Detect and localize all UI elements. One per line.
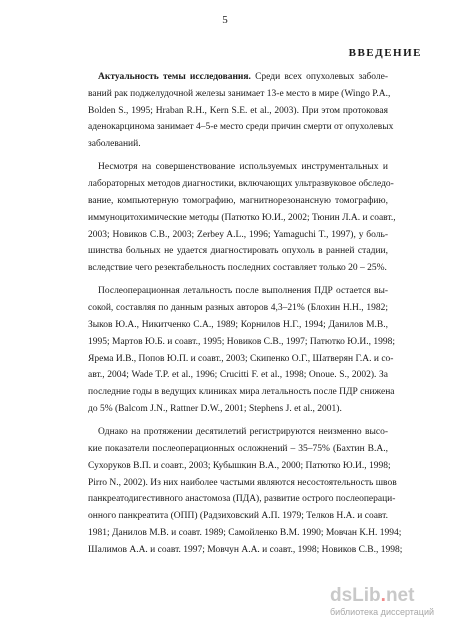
line-text: Pirro N., 2002). Из них наиболее частыми являются несостоятельность швов [88, 477, 397, 488]
line-text: до 5% (Balcom J.N., Rattner D.W., 2001; Stephens J. et al., 2001). [88, 403, 342, 414]
text-line [88, 542, 403, 559]
text-line [88, 491, 396, 508]
line-text: кие показатели послеоперационных осложнений – 35–75% (Бахтин В.А., [88, 443, 388, 454]
line-text: Сухоруков В.П. и соавт., 2003; Кубышкин В.А., 2000; Патютко Ю.И., 1998; [88, 460, 391, 471]
line-text: ваний рак поджелудочной железы занимает 13-е место в мире (Wingo P.A., [88, 88, 391, 99]
line-text: Несмотря на совершенствование используемых инструментальных и [98, 162, 388, 173]
text-line [88, 475, 397, 492]
line-text: вание, компьютерную томографию, магнитнорезонансную томографию, [88, 195, 388, 206]
text-line [88, 103, 388, 120]
paragraph [88, 69, 394, 153]
line-text: онного панкреатита (ОПП) (Радзиховский А.П. 1979; Телков Н.А. и соавт. [88, 511, 388, 522]
lead-phrase: Актуальность темы исследования. [98, 72, 251, 82]
watermark-subtitle: библиотека диссертаций [330, 607, 435, 617]
line-text: панкреатодигестивного анастомоза (ПДА), развитие острого послеопераци- [88, 494, 396, 505]
paragraph [88, 283, 395, 417]
line-text: Однако на протяжении десятилетий регистрируются неизменно высо- [98, 427, 388, 438]
text-line [88, 243, 388, 260]
text-line [88, 283, 388, 300]
line-text: шинства больных не удается диагностировать опухоль в ранней стадии, [88, 246, 388, 257]
text-line [88, 193, 388, 210]
line-text: сокой, составляя по данным разных авторов 4,3–21% (Блохин Н.Н., 1982; [88, 303, 388, 314]
line-text: последние годы в ведущих клиниках мира летальность после ПДР снижена [88, 387, 395, 398]
line-text: 2003; Новиков С.В., 2003; Zerbey A.L., 1996; Yamaguchi T., 1997), у боль- [88, 229, 388, 240]
text-line [88, 260, 388, 277]
line-text: лабораторных методов диагностики, включающих ультразвуковое обследо- [88, 179, 394, 190]
line-text: Среди всех опухолевых заболе- [250, 72, 389, 82]
paragraph [88, 159, 396, 277]
logo-tld-text: net [385, 585, 415, 606]
text-line [88, 334, 395, 351]
line-text: Зыков Ю.А., Никитченко С.А., 1989; Корнилов Н.Г., 1994; Данилов М.В., [88, 319, 388, 330]
text-line [88, 159, 388, 176]
paragraph [88, 424, 403, 558]
text-line [88, 401, 388, 418]
line-text: 1981; Данилов М.В. и соавт. 1989; Самойленко В.М. 1990; Мовчан К.Н. 1994; [88, 527, 402, 538]
text-line [88, 384, 395, 401]
line-text: заболеваний. [88, 139, 141, 150]
text-line [88, 508, 388, 525]
text-line [88, 351, 394, 368]
logo-dot: . [380, 585, 386, 606]
text-line [88, 424, 388, 441]
line-text: Bolden S., 1995; Hraban R.H., Kern S.E. et al., 2003). При этом протоковая [88, 105, 388, 116]
text-line [88, 69, 388, 86]
text-line [88, 300, 388, 317]
body-text [88, 69, 403, 558]
line-text: Шалимов А.А. и соавт. 1997; Мовчун А.А. и соавт., 1998; Новиков С.В., 1998; [88, 544, 403, 555]
page-number: 5 [222, 14, 228, 26]
text-line [88, 86, 391, 103]
text-line [88, 227, 388, 244]
line-text: Ярема И.В., Попов Ю.П. и соавт., 2003; Скипенко О.Г., Шатверян Г.А. и со- [88, 353, 394, 364]
site-watermark [330, 586, 446, 618]
line-text: аденокарцинома занимает 4–5-е место среди причин смерти от опухолевых [88, 122, 394, 133]
text-line [88, 367, 388, 384]
line-text: авт., 2004; Wade T.P. et al., 1996; Crucitti F. et al., 1998; Onoue. S., 2002). За [88, 370, 388, 381]
section-heading: ВВЕДЕНИЕ [348, 47, 422, 59]
text-line [88, 441, 388, 458]
text-line [88, 119, 394, 136]
line-text: 1995; Мартов Ю.Б. и соавт., 1995; Новиков С.В., 1997; Патютко Ю.И., 1998; [88, 336, 395, 347]
text-line [88, 136, 388, 153]
watermark-logo [330, 586, 446, 605]
line-text: иммуноцитохимические методы (Патютко Ю.И., 2002; Тюнин Л.А. и соавт., [88, 212, 396, 223]
text-line [88, 210, 396, 227]
logo-main-text: dsLib [330, 585, 381, 606]
text-line [88, 317, 388, 334]
text-line [88, 176, 394, 193]
text-line [88, 525, 402, 542]
line-text: вследствие чего резектабельность последних составляет только 20 – 25%. [88, 263, 387, 274]
line-text: Послеоперационная летальность после выполнения ПДР остается вы- [98, 286, 388, 297]
text-line [88, 458, 391, 475]
